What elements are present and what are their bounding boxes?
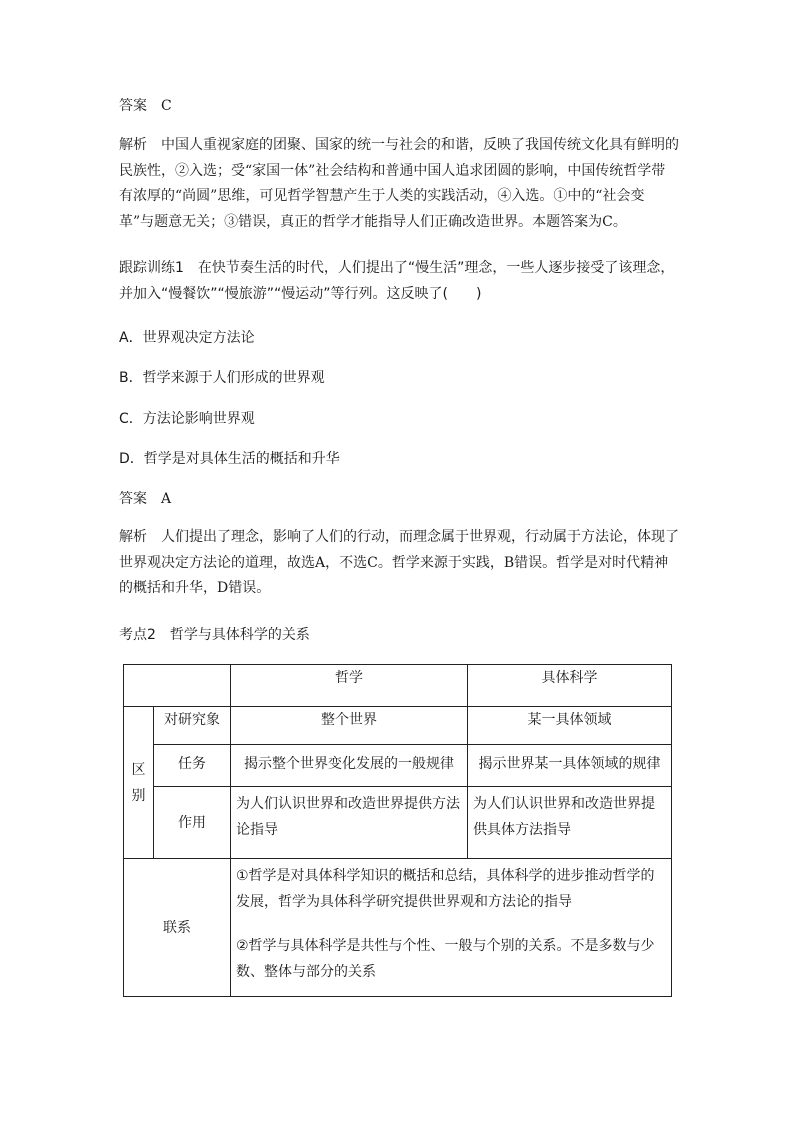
analysis-paragraph-1 xyxy=(119,133,679,235)
comparison-table xyxy=(123,664,672,997)
cell-science: 为人们认识世界和改造世界提供具体方法指导 xyxy=(468,787,672,859)
link-item: ②哲学与具体科学是共性与个性、一般与个别的关系。不是多数与少数、整体与部分的关系 xyxy=(236,938,655,980)
row-label: 对研究象 xyxy=(154,707,231,745)
analysis-label: 解析 xyxy=(119,137,147,153)
section-number: 考点2 xyxy=(119,627,156,643)
table-row xyxy=(124,707,672,745)
cell-science: 某一具体领域 xyxy=(468,707,672,745)
option-a: A．世界观决定方法论 xyxy=(119,330,255,346)
answer-value: C xyxy=(161,98,172,114)
analysis-text: 中国人重视家庭的团聚、国家的统一与社会的和谐，反映了我国传统文化具有鲜明的民族性，②入选；受“家国一体”社会结构和普通中国人追求团圆的影响，中国传统哲学带有浓厚的“尚圆”思维，可见哲学智慧产生于人类的实践活动，④入选。①中的“社会变革”与题意无关；③错误，真正的哲学才能指导人们正确改造世界。本题答案为C。 xyxy=(119,137,679,230)
option-c: C．方法论影响世界观 xyxy=(119,411,255,427)
answer-line-2 xyxy=(119,487,679,513)
table-row-link xyxy=(124,859,672,997)
table-row xyxy=(124,745,672,787)
table-row xyxy=(124,787,672,859)
option-b: B．哲学来源于人们形成的世界观 xyxy=(119,370,325,386)
table-header-row xyxy=(124,665,672,707)
analysis-label: 解析 xyxy=(119,529,147,545)
analysis-text: 人们提出了理念，影响了人们的行动，而理念属于世界观，行动属于方法论，体现了世界观决定方法论的道理，故选A，不选C。哲学来源于实践，B错误。哲学是对时代精神的概括和升华，D错误。 xyxy=(119,529,679,596)
cell-philosophy: 为人们认识世界和改造世界提供方法论指导 xyxy=(231,787,468,859)
header-science: 具体科学 xyxy=(468,665,672,707)
cell-science: 揭示世界某一具体领域的规律 xyxy=(468,745,672,787)
link-label: 联系 xyxy=(124,859,231,997)
answer-label: 答案 xyxy=(119,98,147,114)
exercise-stem xyxy=(119,256,679,307)
link-content xyxy=(231,859,672,997)
row-label: 任务 xyxy=(154,745,231,787)
answer-line-1 xyxy=(119,94,679,120)
header-philosophy: 哲学 xyxy=(231,665,468,707)
link-item: ①哲学是对具体科学知识的概括和总结，具体科学的进步推动哲学的发展，哲学为具体科学研究提供世界观和方法论的指导 xyxy=(236,868,655,910)
exercise-stem-text: 在快节奏生活的时代，人们提出了“慢生活”理念，一些人逐步接受了该理念，并加入“慢餐饮”“慢旅游”“慢运动”等行列。这反映了( ) xyxy=(119,260,675,302)
analysis-paragraph-2 xyxy=(119,525,679,602)
cell-philosophy: 整个世界 xyxy=(231,707,468,745)
row-label: 作用 xyxy=(154,787,231,859)
answer-value: A xyxy=(161,491,172,507)
section-heading xyxy=(119,623,679,649)
exercise-label: 跟踪训练1 xyxy=(119,260,184,276)
group-label-difference: 区 别 xyxy=(124,707,154,859)
cell-philosophy: 揭示整个世界变化发展的一般规律 xyxy=(231,745,468,787)
answer-label: 答案 xyxy=(119,491,147,507)
table-corner-cell xyxy=(124,665,231,707)
section-title: 哲学与具体科学的关系 xyxy=(169,627,310,643)
option-d: D．哲学是对具体生活的概括和升华 xyxy=(119,451,340,467)
